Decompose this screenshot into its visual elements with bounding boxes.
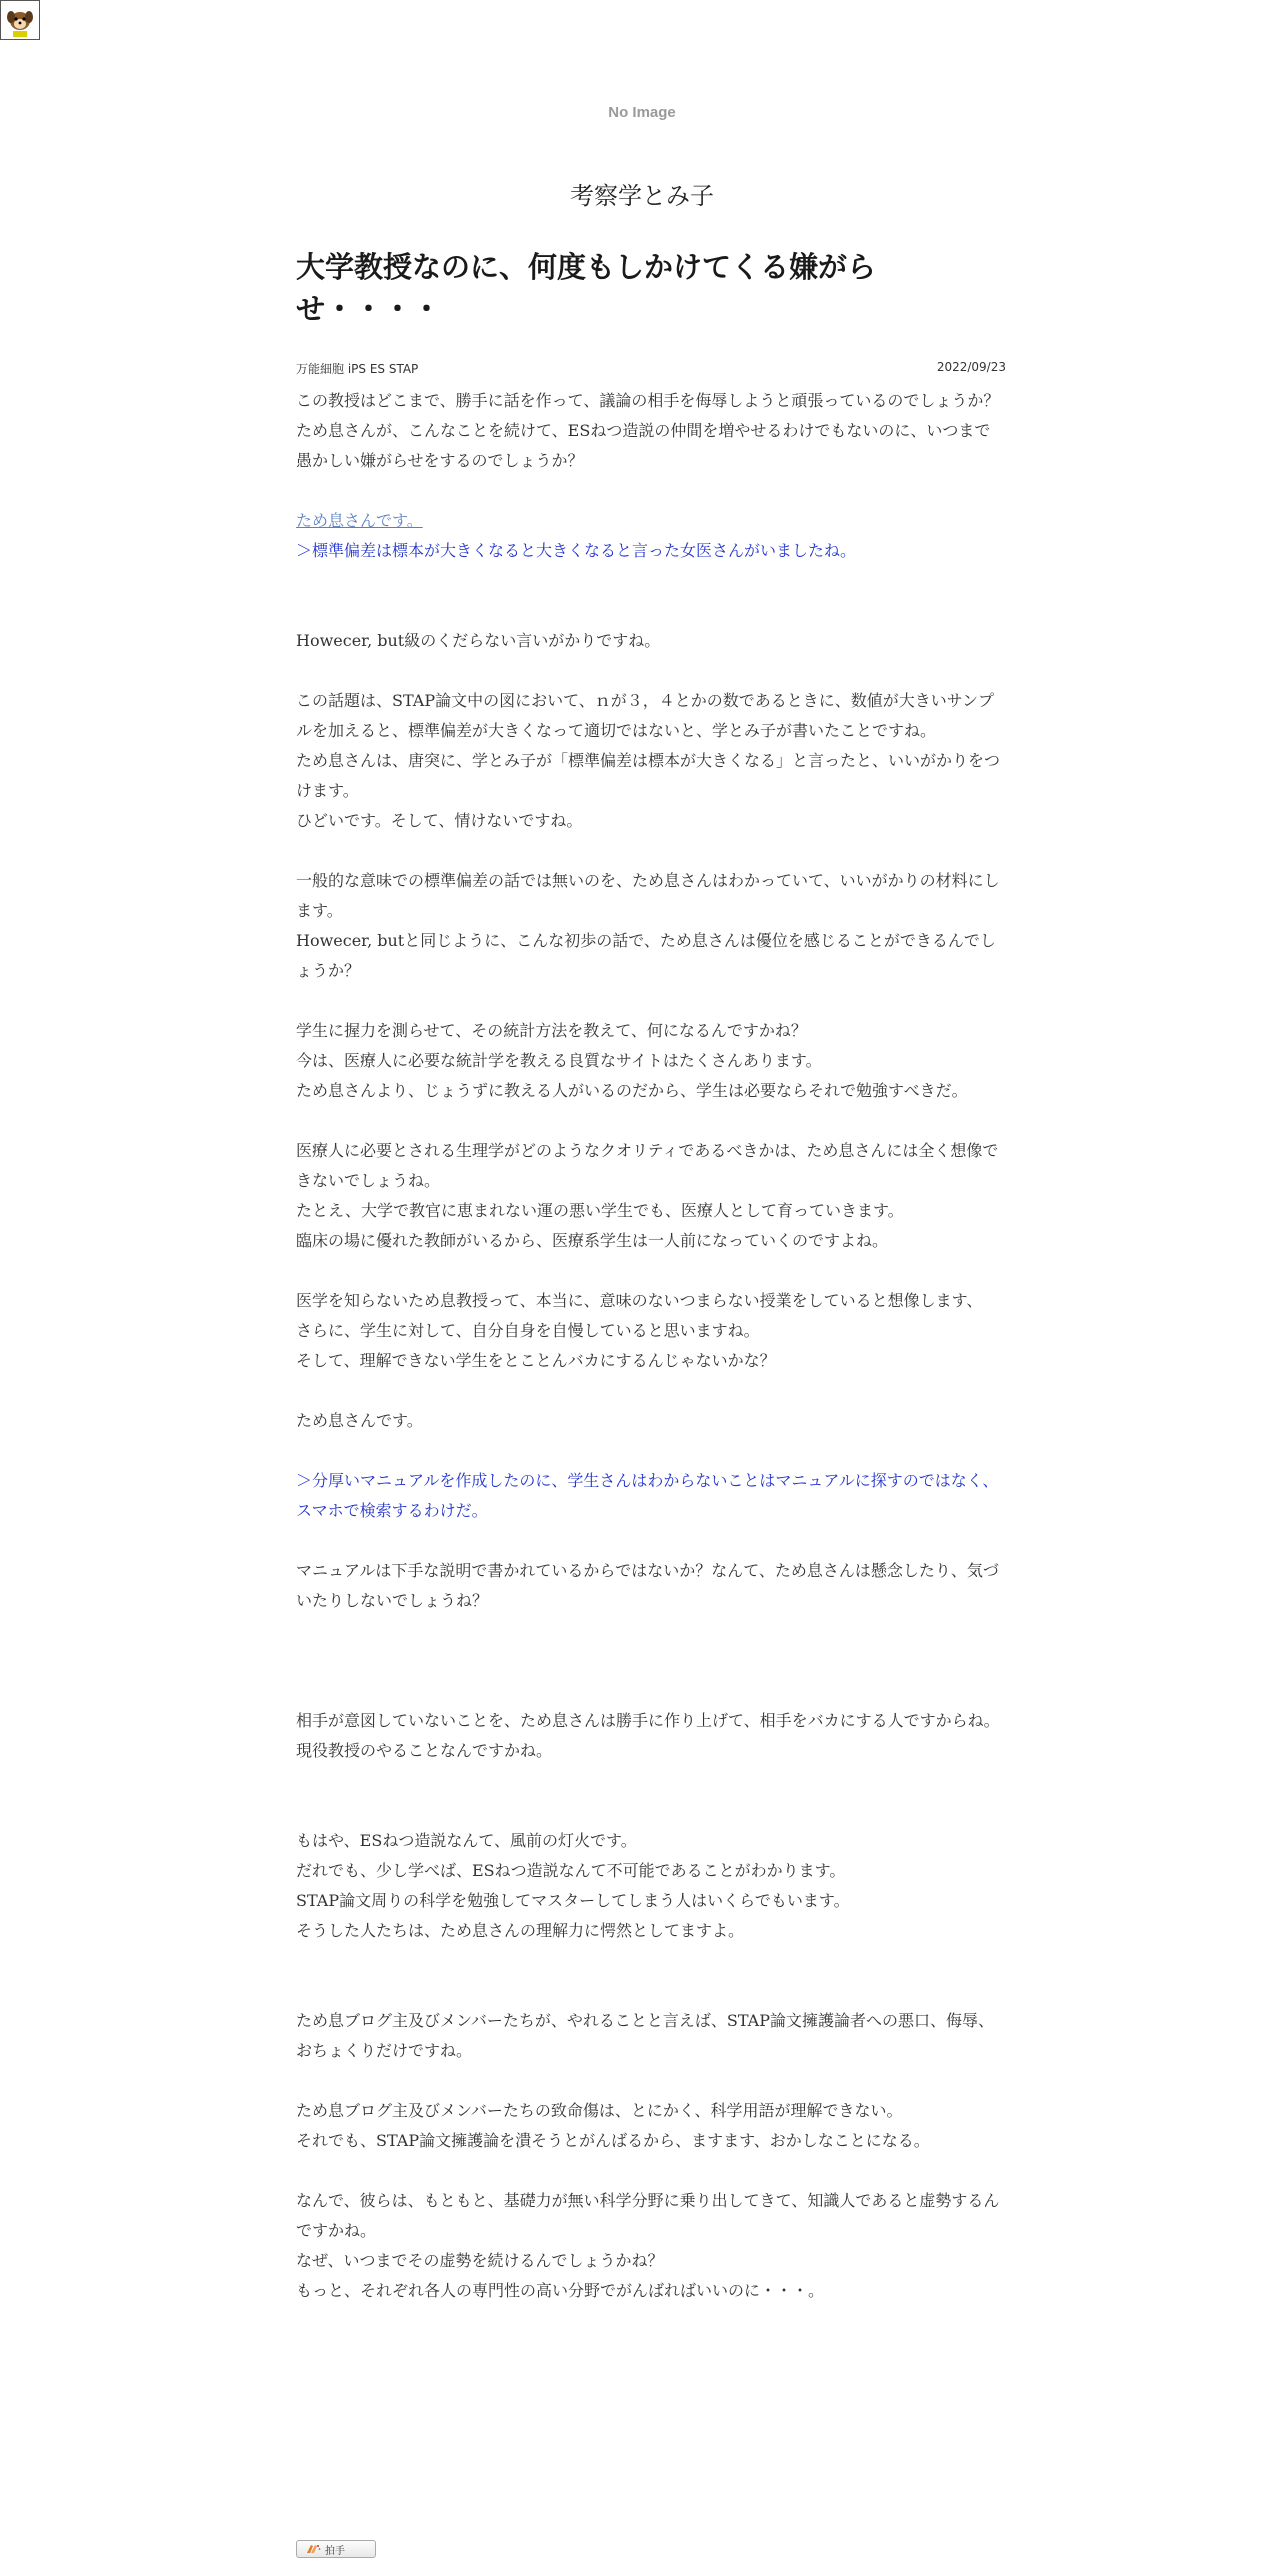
paragraph: なぜ、いつまでその虚勢を続けるんでしょうかね？ — [296, 2251, 664, 2270]
blog-title[interactable]: 考察学とみ子 — [570, 182, 714, 210]
article-body — [296, 386, 1006, 2306]
clap-label: 拍手 — [325, 2545, 345, 2557]
quoted-author-link[interactable]: ため息さんです。 — [296, 511, 423, 530]
blank-line — [296, 1106, 1006, 1136]
blank-line — [296, 1946, 1006, 1976]
paragraph: 医療人に必要とされる生理学がどのようなクオリティであるべきかは、ため息さんには全く想像できないでしょうね。 — [296, 1141, 999, 1190]
paragraph: この教授はどこまで、勝手に話を作って、議論の相手を侮辱しようと頑張っているのでしょうか？ — [296, 391, 1000, 410]
paragraph: Howecer, butと同じように、こんな初歩の話で、ため息さんは優位を感じることができるんでしょうか？ — [296, 931, 996, 980]
paragraph: なんで、彼らは、もともと、基礎力が無い科学分野に乗り出してきて、知識人であると虚勢するんですかね。 — [296, 2191, 1000, 2240]
paragraph: もっと、それぞれ各人の専門性の高い分野でがんばればいいのに・・・。 — [296, 2281, 825, 2300]
blank-line — [296, 2066, 1006, 2096]
paragraph: 学生に握力を測らせて、その統計方法を教えて、何になるんですかね？ — [296, 1021, 807, 1040]
paragraph: 相手が意図していないことを、ため息さんは勝手に作り上げて、相手をバカにする人ですからね。 — [296, 1711, 1000, 1730]
paragraph: この話題は、STAP論文中の図において、ｎが３，４とかの数であるときに、数値が大きいサンプルを加えると、標準偏差が大きくなって適切ではないと、学とみ子が書いたことですね。 — [296, 691, 994, 740]
avatar[interactable] — [0, 0, 40, 40]
blank-line — [296, 1376, 1006, 1406]
blank-line — [296, 1976, 1006, 2006]
blank-line — [296, 1676, 1006, 1706]
paragraph: 臨床の場に優れた教師がいるから、医療系学生は一人前になっていくのですよね。 — [296, 1231, 889, 1250]
paragraph: それでも、STAP論文擁護論を潰そうとがんばるから、ますます、おかしなことになる。 — [296, 2131, 930, 2150]
blank-line — [296, 656, 1006, 686]
dog-mascot-icon — [1, 1, 39, 39]
blank-line — [296, 1526, 1006, 1556]
clap-icon — [305, 2543, 321, 2555]
blank-line — [296, 1796, 1006, 1826]
paragraph: 一般的な意味での標準偏差の話では無いのを、ため息さんはわかっていて、いいがかりの材料にします。 — [296, 871, 1000, 920]
paragraph: そうした人たちは、ため息さんの理解力に愕然としてますよ。 — [296, 1921, 745, 1940]
paragraph: 現役教授のやることなんですかね。 — [296, 1741, 553, 1760]
no-image-placeholder: No Image — [608, 104, 676, 121]
quote-line: ＞標準偏差は標本が大きくなると大きくなると言った女医さんがいましたね。 — [296, 541, 857, 560]
paragraph: もはや、ESねつ造説なんて、風前の灯火です。 — [296, 1831, 637, 1850]
paragraph: ため息さんが、こんなことを続けて、ESねつ造説の仲間を増やせるわけでもないのに、いつまで愚かしい嫌がらせをするのでしょうか？ — [296, 421, 991, 470]
blank-line — [296, 836, 1006, 866]
paragraph: STAP論文周りの科学を勉強してマスターしてしまう人はいくらでもいます。 — [296, 1891, 850, 1910]
article-date: 2022/09/23 — [936, 360, 1006, 374]
paragraph: 医学を知らないため息教授って、本当に、意味のないつまらない授業をしていると想像します、 — [296, 1291, 983, 1310]
blank-line — [296, 1646, 1006, 1676]
paragraph: さらに、学生に対して、自分自身を自慢していると思いますね。 — [296, 1321, 760, 1340]
clap-button[interactable] — [296, 2540, 376, 2558]
blank-line — [296, 566, 1006, 596]
paragraph: ため息ブログ主及びメンバーたちが、やれることと言えば、STAP論文擁護論者への悪口、侮辱、おちょくりだけですね。 — [296, 2011, 994, 2060]
blank-line — [296, 1436, 1006, 1466]
paragraph: ため息さんは、唐突に、学とみ子が「標準偏差は標本が大きくなる」と言ったと、いいがかりをつけます。 — [296, 751, 1001, 800]
quote-line: ＞分厚いマニュアルを作成したのに、学生さんはわからないことはマニュアルに探すのではなく、スマホで検索するわけだ。 — [296, 1471, 999, 1520]
paragraph: Howecer, but級のくだらない言いがかりですね。 — [296, 631, 661, 650]
paragraph: そして、理解できない学生をとことんバカにするんじゃないかな？ — [296, 1351, 776, 1370]
paragraph: ひどいです。そして、情けないですね。 — [296, 811, 583, 830]
article-tags[interactable]: 万能細胞 iPS ES STAP — [296, 362, 419, 376]
blank-line — [296, 986, 1006, 1016]
blank-line — [296, 1766, 1006, 1796]
blank-line — [296, 596, 1006, 626]
blank-line — [296, 2156, 1006, 2186]
paragraph: ため息さんより、じょうずに教える人がいるのだから、学生は必要ならそれで勉強すべきだ。 — [296, 1081, 968, 1100]
paragraph: だれでも、少し学べば、ESねつ造説なんて不可能であることがわかります。 — [296, 1861, 846, 1880]
blank-line — [296, 1256, 1006, 1286]
paragraph: ため息ブログ主及びメンバーたちの致命傷は、とにかく、科学用語が理解できない。 — [296, 2101, 903, 2120]
paragraph: 今は、医療人に必要な統計学を教える良質なサイトはたくさんあります。 — [296, 1051, 822, 1070]
paragraph: マニュアルは下手な説明で書かれているからではないか？なんて、ため息さんは懸念したり、気づいたりしないでしょうね？ — [296, 1561, 999, 1610]
blank-line — [296, 476, 1006, 506]
paragraph: ため息さんです。 — [296, 1411, 423, 1430]
blank-line — [296, 1616, 1006, 1646]
paragraph: たとえ、大学で教官に恵まれない運の悪い学生でも、医療人として育っていきます。 — [296, 1201, 904, 1220]
article-title[interactable]: 大学教授なのに、何度もしかけてくる嫌がらせ・・・・ — [296, 250, 877, 326]
